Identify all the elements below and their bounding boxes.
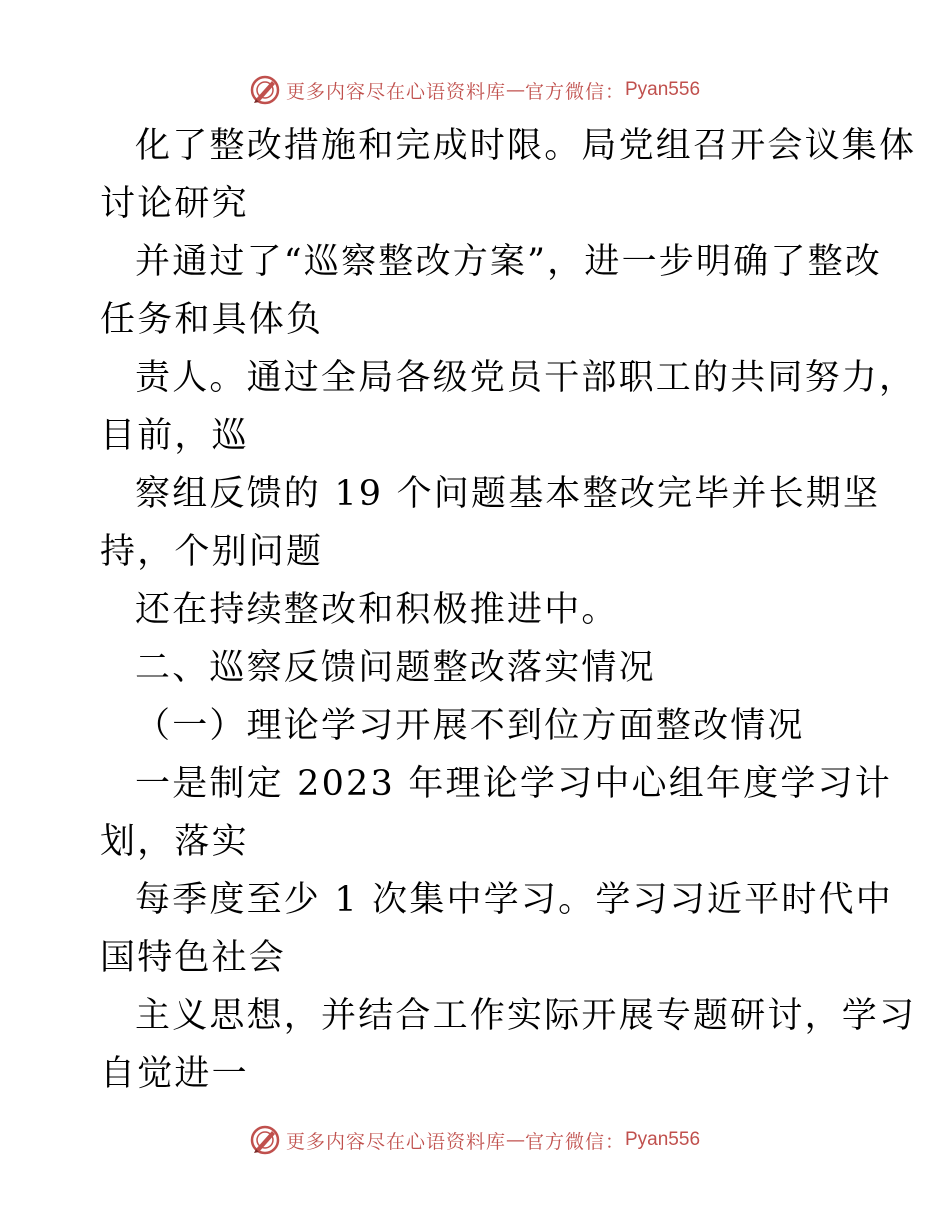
body-line-6: 目前，巡	[100, 416, 249, 456]
body-line-2: 讨论研究	[100, 184, 249, 224]
footer-banner	[0, 1120, 950, 1160]
footer-separator: —	[505, 1129, 525, 1151]
body-line-16: 主义思想，并结合工作实际开展专题研讨，学习	[135, 996, 917, 1036]
pen-logo-icon	[250, 1125, 280, 1155]
body-line-14: 每季度至少 1 次集中学习。学习习近平时代中	[135, 880, 893, 920]
body-line-1: 化了整改措施和完成时限。局党组召开会议集体	[135, 126, 917, 166]
body-line-13: 划，落实	[100, 822, 249, 862]
header-contact-label: 官方微信：	[524, 80, 625, 103]
body-line-5: 责人。通过全局各级党员干部职工的共同努力，	[135, 358, 917, 398]
section-heading: 二、巡察反馈问题整改落实情况	[135, 648, 656, 688]
body-line-4: 任务和具体负	[100, 300, 324, 340]
header-contact-id: Pyan556	[625, 79, 701, 100]
header-separator: —	[505, 79, 525, 101]
body-line-9: 还在持续整改和积极推进中。	[135, 590, 619, 630]
pen-logo-icon	[250, 75, 280, 105]
footer-contact-label: 官方微信：	[524, 1130, 625, 1153]
header-banner	[0, 70, 950, 110]
subsection-heading: （一）理论学习开展不到位方面整改情况	[135, 706, 805, 746]
body-line-12: 一是制定 2023 年理论学习中心组年度学习计	[135, 764, 892, 804]
footer-contact-id: Pyan556	[625, 1129, 701, 1150]
body-line-7: 察组反馈的 19 个问题基本整改完毕并长期坚	[135, 474, 881, 514]
body-line-17: 自觉进一	[100, 1054, 249, 1094]
body-line-8: 持，个别问题	[100, 532, 324, 572]
footer-brand-text: 更多内容尽在心语资料库	[285, 1130, 506, 1153]
header-brand-text: 更多内容尽在心语资料库	[285, 80, 506, 103]
body-line-15: 国特色社会	[100, 938, 287, 978]
body-line-3: 并通过了“巡察整改方案”，进一步明确了整改	[135, 242, 882, 282]
